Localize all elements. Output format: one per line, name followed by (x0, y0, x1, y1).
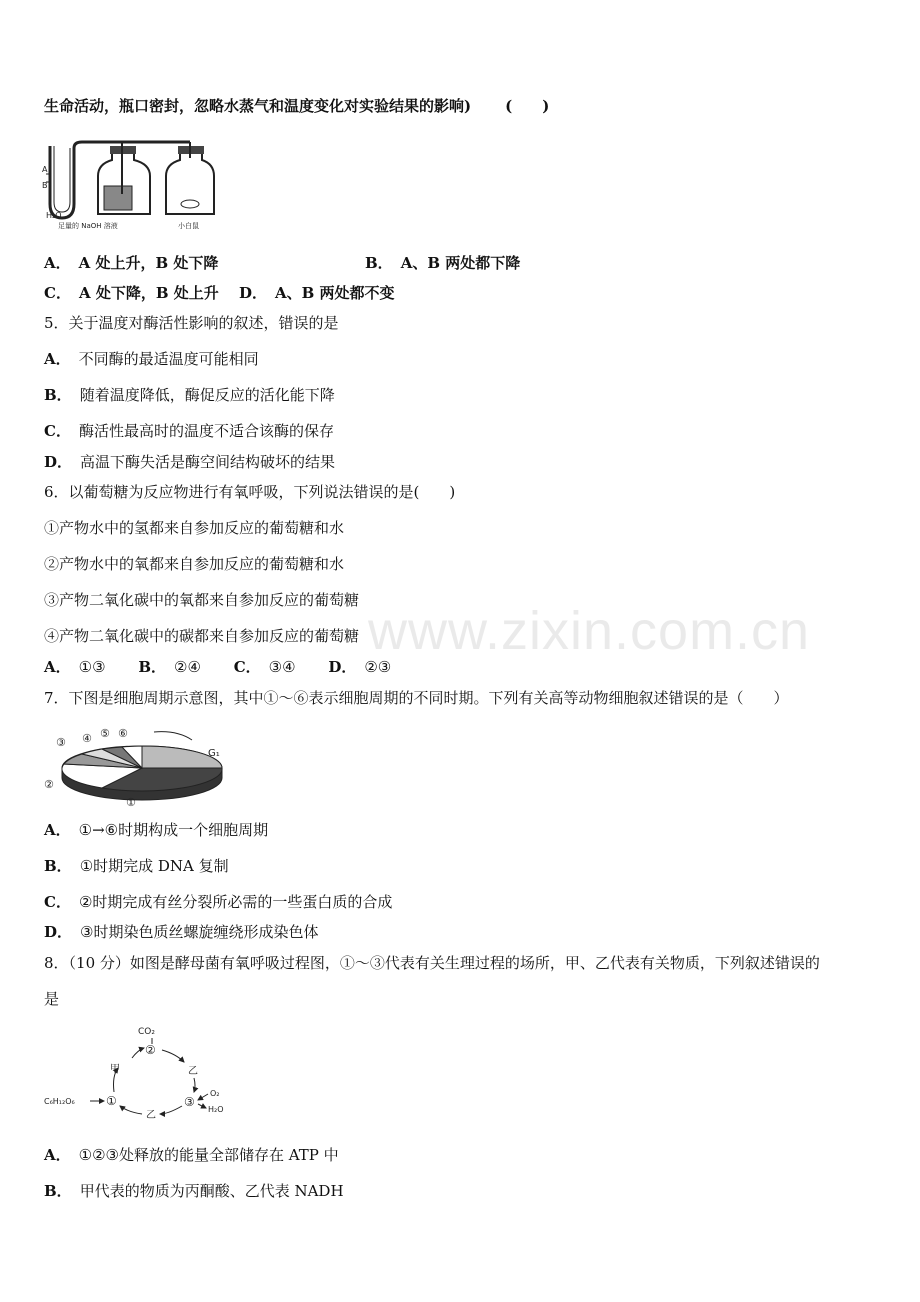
q4-label-water: H₂O (46, 211, 62, 220)
q8-option-a: A． ①②③处释放的能量全部储存在 ATP 中 (44, 1146, 339, 1164)
q7-option-b: B． ①时期完成 DNA 复制 (44, 857, 229, 875)
q7-label-3: ③ (56, 736, 66, 749)
q8-label-yi-top: 乙 (188, 1066, 198, 1077)
watermark: www.zixin.com.cn (368, 601, 811, 661)
q6-options (44, 657, 391, 677)
q4-answer-blank: ( ) (505, 97, 550, 115)
q6-statement-4: ④产物二氧化碳中的碳都来自参加反应的葡萄糖 (44, 627, 360, 645)
q4-label-b: B (42, 181, 48, 190)
q6-statement-1: ①产物水中的氢都来自参加反应的葡萄糖和水 (44, 519, 345, 537)
q6-option-d: D． ②③ (328, 658, 392, 676)
q4-apparatus-figure (42, 134, 222, 234)
q6-stem: 6．以葡萄糖为反应物进行有氧呼吸，下列说法错误的是( ) (44, 483, 456, 501)
q4-stem-tail: 生命活动，瓶口密封，忽略水蒸气和温度变化对实验结果的影响) ( ) (44, 97, 550, 115)
q5-stem: 5．关于温度对酶活性影响的叙述，错误的是 (44, 314, 339, 332)
q8-label-o2: O₂ (210, 1089, 220, 1098)
q7-direction-arrow (154, 732, 192, 740)
q8-label-jia: 甲 (110, 1064, 120, 1075)
q7-label-2: ② (44, 778, 54, 791)
q5-option-a: A． 不同酶的最适温度可能相同 (44, 350, 259, 368)
q4-option-a: A． A 处上升，B 处下降 (44, 254, 219, 272)
q6-option-a: A． ①③ (44, 658, 106, 676)
q6-option-c: C． ③④ (233, 658, 296, 676)
q5-option-d: D． 高温下酶失活是酶空间结构破坏的结果 (44, 453, 336, 471)
q5-option-c: C． 酶活性最高时的温度不适合该酶的保存 (44, 422, 334, 440)
q7-stem: 7．下图是细胞周期示意图，其中①～⑥表示细胞周期的不同时期。下列有关高等动物细胞叙述错误的是（ ） (44, 689, 789, 707)
q7-label-g1: G₁ (208, 748, 220, 759)
q7-cell-cycle-figure (42, 722, 232, 812)
q4-label-a: A (42, 165, 48, 174)
q8-node-3: ③ (184, 1095, 195, 1109)
q8-node-2: ② (145, 1043, 156, 1057)
q4-label-naoh: 足量的 NaOH 溶液 (58, 222, 118, 230)
q8-stem-line1: 8．（10 分）如图是酵母菌有氧呼吸过程图，①～③代表有关生理过程的场所，甲、乙代表有关物质，下列叙述错误的 (44, 954, 820, 972)
q8-label-h2o: H₂O (208, 1105, 224, 1114)
q7-option-a: A． ①→⑥时期构成一个细胞周期 (44, 821, 269, 839)
q5-option-b: B． 随着温度降低，酶促反应的活化能下降 (44, 386, 335, 404)
q6-option-b: B． ②④ (138, 658, 201, 676)
q4-option-d: D． A、B 两处都不变 (239, 284, 395, 302)
q7-label-4: ④ (82, 732, 92, 745)
q4-bottle-mouse (166, 154, 214, 214)
q8-label-glucose: C₆H₁₂O₆ (44, 1097, 75, 1106)
q6-statement-3: ③产物二氧化碳中的氧都来自参加反应的葡萄糖 (44, 591, 360, 609)
q8-label-yi-bottom: 乙 (146, 1110, 156, 1120)
q8-stem-line2: 是 (44, 990, 60, 1008)
q4-label-mouse: 小白鼠 (178, 222, 199, 230)
q7-label-5: ⑤ (100, 727, 110, 740)
q7-label-1: ① (126, 796, 136, 809)
q8-node-1: ① (106, 1094, 117, 1108)
q7-option-d: D． ③时期染色质丝螺旋缠绕形成染色体 (44, 923, 319, 941)
q7-label-6: ⑥ (118, 727, 128, 740)
q4-mouse-icon (181, 200, 199, 208)
q7-option-c: C． ②时期完成有丝分裂所必需的一些蛋白质的合成 (44, 893, 393, 911)
q8-option-b: B． 甲代表的物质为丙酮酸、乙代表 NADH (44, 1182, 344, 1200)
q6-statement-2: ②产物水中的氧都来自参加反应的葡萄糖和水 (44, 555, 345, 573)
q8-respiration-figure (44, 1020, 244, 1120)
q4-naoh-beaker (104, 186, 132, 210)
q4-option-c: C． A 处下降，B 处上升 (44, 284, 219, 302)
q4-option-b: B． A、B 两处都下降 (365, 254, 521, 272)
q8-label-co2: CO₂ (138, 1027, 155, 1037)
